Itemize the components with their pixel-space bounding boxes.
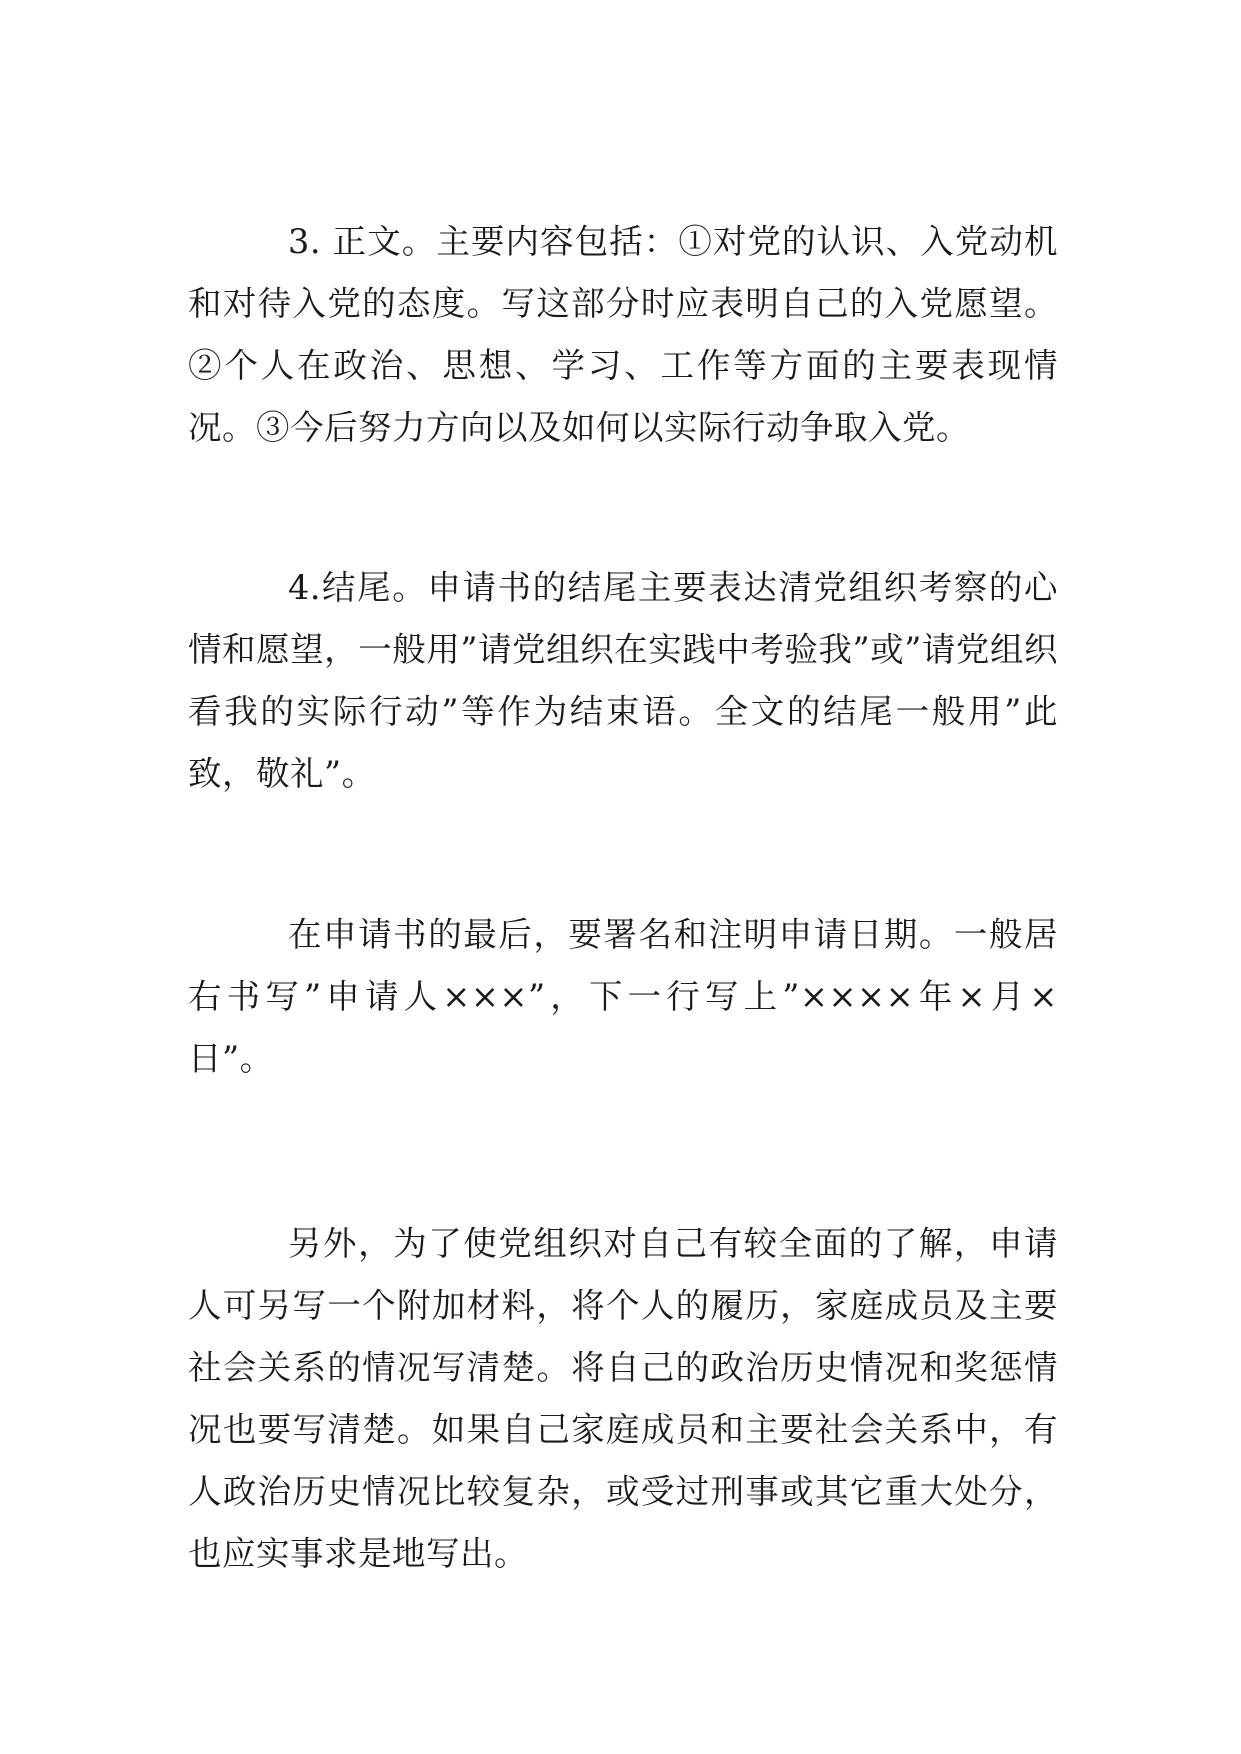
- paragraph-ending: 4.结尾。申请书的结尾主要表达清党组织考察的心情和愿望，一般用”请党组织在实践中考验我”或”请党组织看我的实际行动”等作为结束语。全文的结尾一般用”此致，敬礼”。: [188, 568, 1058, 793]
- paragraph-body-content: 3. 正文。主要内容包括：①对党的认识、入党动机和对待入党的态度。写这部分时应表明自己的入党愿望。②个人在政治、思想、学习、工作等方面的主要表现情况。③今后努力方向以及如何以实际行动争取入党。: [188, 222, 1058, 447]
- paragraph-additional-material: 另外，为了使党组织对自己有较全面的了解，申请人可另写一个附加材料，将个人的履历，家庭成员及主要社会关系的情况写清楚。将自己的政治历史情况和奖惩情况也要写清楚。如果自己家庭成员和主要社会关系中，有人政治历史情况比较复杂，或受过刑事或其它重大处分，也应实事求是地写出。: [188, 1224, 1058, 1573]
- paragraph-signature-date: 在申请书的最后，要署名和注明申请日期。一般居右书写”申请人×××”，下一行写上”××××年×月×日”。: [188, 915, 1058, 1078]
